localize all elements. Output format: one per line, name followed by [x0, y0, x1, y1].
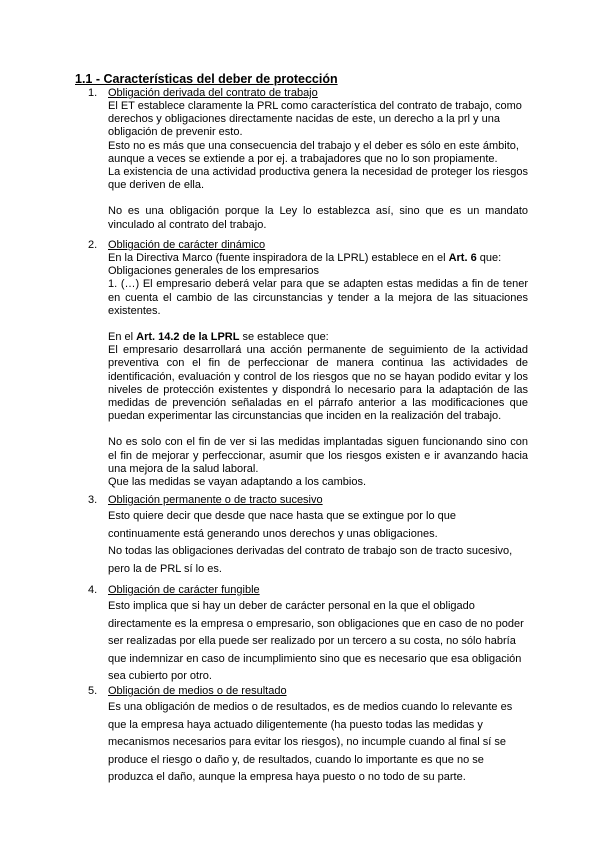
paragraph: Esto implica que si hay un deber de carácter personal en la que el obligado directamente es la empresa o empresario, son obligaciones que en caso de no poder ser realizadas por ella puede ser realizado por un tercero a su costa, no sólo habría que indemnizar en caso de incumplimiento sino que es necesario que esa obligación sea cubierto por otro. — [108, 600, 524, 683]
section-number: 3. — [88, 494, 98, 506]
paragraph: No todas las obligaciones derivadas del contrato de trabajo son de tracto sucesivo, pero la de PRL sí lo es. — [108, 545, 513, 575]
paragraph: Esto no es más que una consecuencia del trabajo y el deber es sólo en este ámbito, aunque a veces se extiende a por ej. a trabajadores que no lo son propiamente. — [108, 139, 519, 165]
section-body — [108, 100, 528, 232]
section-heading: Obligación de carácter fungible — [108, 584, 260, 596]
paragraph: Es una obligación de medios o de resultados, es de medios cuando lo relevante es que la empresa haya actuado diligentemente (ha puesto todas las medidas y mecanismos necesarios para evitar los riesgos), no incumple cuando al final sí se produce el riesgo o daño y, de resultados, cuando lo importante es que no se produzca el daño, aunque la empresa haya puesto o no todo de su parte. — [108, 701, 513, 784]
section-body — [108, 508, 528, 578]
paragraph: En el Art. 14.2 de la LPRL se establece que: — [108, 331, 329, 344]
paragraph: La existencia de una actividad productiva genera la necesidad de proteger los riesgos que deriven de ella. — [108, 166, 528, 192]
section-body — [108, 699, 528, 787]
paragraph: En la Directiva Marco (fuente inspiradora de la LPRL) establece en el Art. 6 que: — [108, 252, 502, 264]
section-title: 1.1 - Características del deber de protección — [75, 72, 338, 86]
paragraph: Obligaciones generales de los empresarios — [108, 265, 319, 278]
section-number: 4. — [88, 584, 98, 596]
section-heading: Obligación permanente o de tracto sucesivo — [108, 494, 323, 506]
section-number: 2. — [88, 239, 98, 251]
paragraph: Que las medidas se vayan adaptando a los cambios. — [108, 476, 367, 489]
section-body — [108, 598, 528, 686]
paragraph: El ET establece claramente la PRL como característica del contrato de trabajo, como derechos y obligaciones directamente nacidas de este, un derecho a la prl y una obligación de prevenir esto. — [108, 100, 522, 139]
section-body — [108, 252, 528, 489]
quote: 1. (…) El empresario deberá velar para que se adapten estas medidas a fin de tener en cuenta el cambio de las circunstancias y tender a la mejora de las situaciones existentes. — [108, 278, 528, 317]
section-heading: Obligación de carácter dinámico — [108, 239, 266, 251]
section-number: 1. — [88, 87, 98, 99]
section-heading: Obligación derivada del contrato de trabajo — [108, 87, 318, 99]
paragraph: No es una obligación porque la Ley lo establezca así, sino que es un mandato vinculado al contrato del trabajo. — [108, 205, 528, 231]
paragraph: Esto quiere decir que desde que nace hasta que se extingue por lo que continuamente está generando unos derechos y unas obligaciones. — [108, 510, 456, 540]
paragraph: No es solo con el fin de ver si las medidas implantadas siguen funcionando sino con el fin de mejorar y perfeccionar, asumir que los riesgos existen e ir avanzando hacia una mejora de la salud laboral. — [108, 436, 528, 475]
section-number: 5. — [88, 685, 98, 697]
quote: El empresario desarrollará una acción permanente de seguimiento de la actividad preventiva con el fin de perfeccionar de manera continua las actividades de identificación, evaluación y control de los riesgos que no se hayan podido evitar y los niveles de protección existentes y dispondrá lo necesario para la adaptación de las medidas de prevención señaladas en el párrafo anterior a las modificaciones que puedan experimentar las circunstancias que inciden en la realización del trabajo. — [108, 344, 528, 423]
section-heading: Obligación de medios o de resultado — [108, 685, 287, 697]
